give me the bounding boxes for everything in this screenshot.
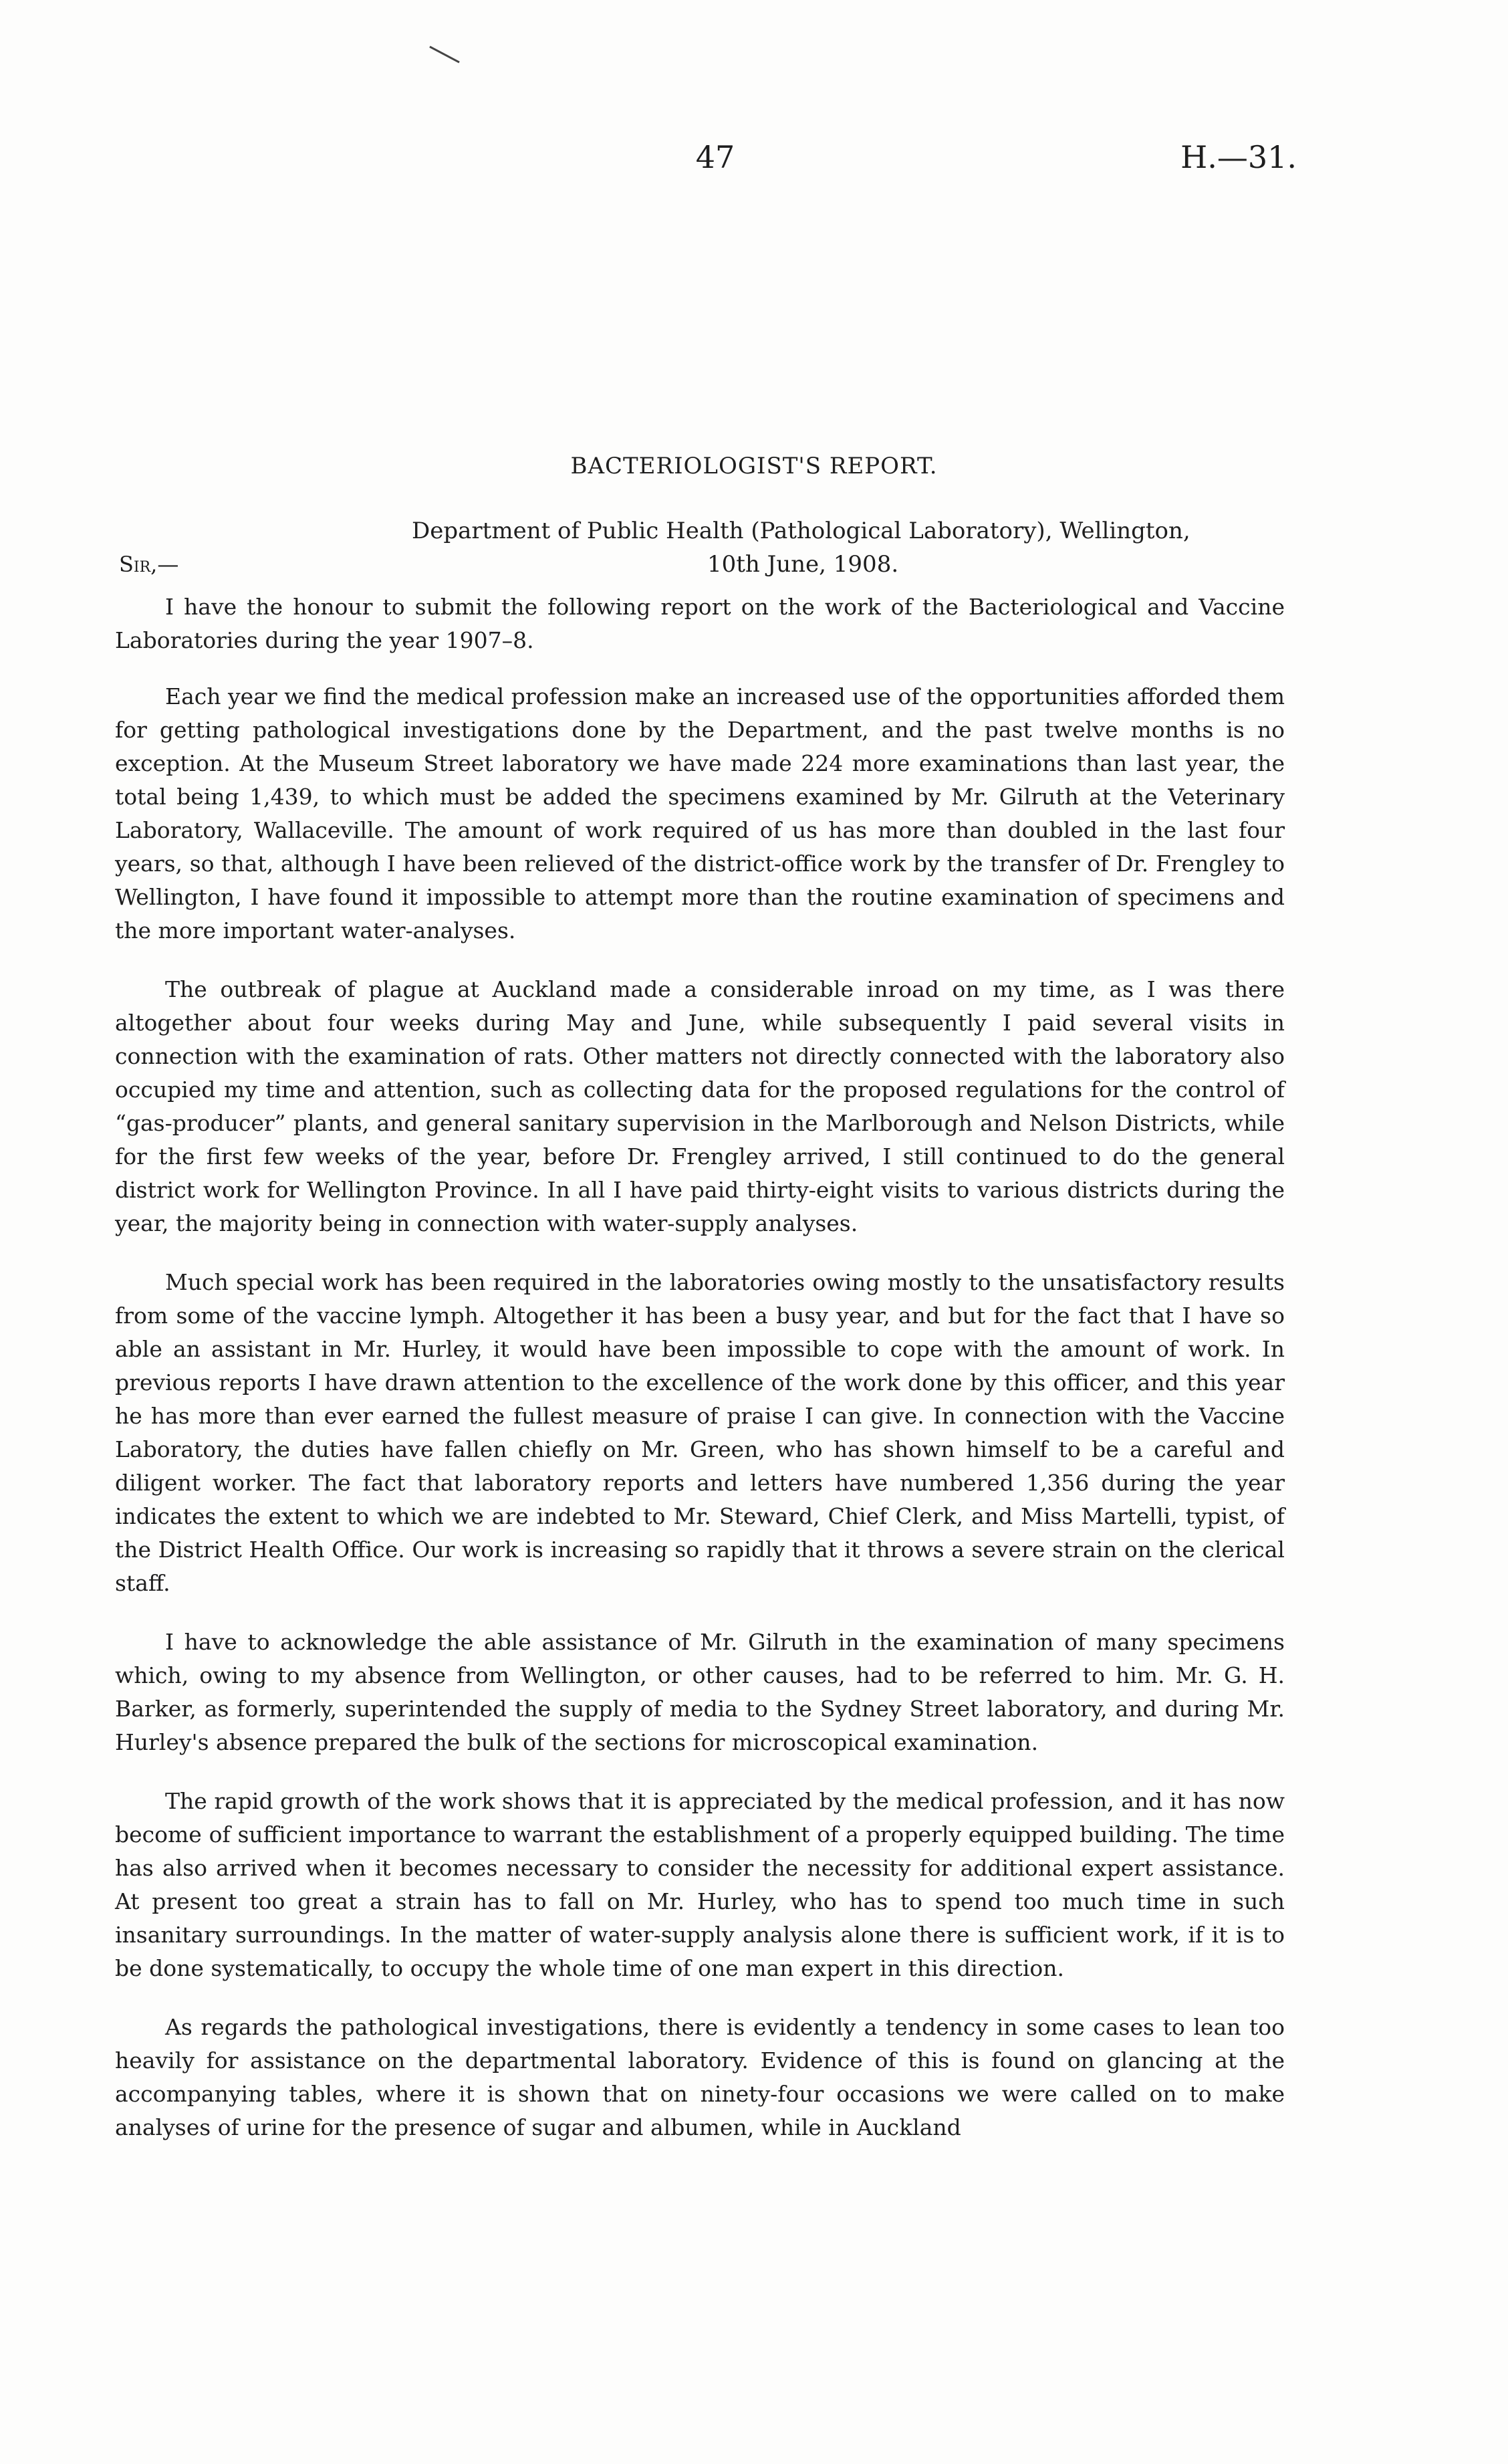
department-line: Department of Public Health (Pathological Laboratory), Wellington, [412,518,1190,544]
page-number: 47 [695,139,735,175]
paragraph: The rapid growth of the work shows that it is appreciated by the medical profession, and it has now become of sufficient importance to warrant the establishment of a properly equipped building. The time has also arrived when it becomes necessary to consider the necessity for additional expert assistance. At present too great a strain has to fall on Mr. Hurley, who has to spend too much time in such insanitary surroundings. In the matter of water-supply analysis alone there is sufficient work, if it is to be done systematically, to occupy the whole time of one man expert in this direction. [115,1788,1285,1981]
paragraph: As regards the pathological investigations, there is evidently a tendency in some cases to lean too heavily for assistance on the departmental laboratory. Evidence of this is found on glancing at the accompanying tables, where it is shown that on ninety-four occasions we were called on to make analyses of urine for the presence of sugar and albumen, while in Auckland [115,2014,1285,2140]
paragraph: I have to acknowledge the able assistance of Mr. Gilruth in the examination of many specimens which, owing to my absence from Wellington, or other causes, had to be referred to him. Mr. G. H. Barker, as formerly, superintended the supply of media to the Sydney Street laboratory, and during Mr. Hurley's absence prepared the bulk of the sections for microscopical examination. [115,1629,1285,1755]
document-code: H.—31. [1180,139,1297,175]
report-date: 10th June, 1908. [707,551,899,578]
paragraph: The outbreak of plague at Auckland made a considerable inroad on my time, as I was there altogether about four weeks during May and June, while subsequently I paid several visits in connection with the examination of rats. Other matters not directly connected with the laboratory also occupied my time and attention, such as collecting data for the proposed regulations for the control of “gas-producer” plants, and general sanitary supervision in the Marlborough and Nelson Districts, while for the first few weeks of the year, before Dr. Frengley arrived, I still continued to do the general district work for Wellington Province. In all I have paid thirty-eight visits to various districts during the year, the majority being in connection with water-supply analyses. [115,976,1285,1236]
stray-ink-mark [429,45,460,63]
report-title: BACTERIOLOGIST'S REPORT. [570,453,938,479]
paragraph: Much special work has been required in the laboratories owing mostly to the unsatisfactory results from some of the vaccine lymph. Altogether it has been a busy year, and but for the fact that I have so able an assistant in Mr. Hurley, it would have been impossible to cope with the amount of work. In previous reports I have drawn attention to the excellence of the work done by this officer, and this year he has more than ever earned the fullest measure of praise I can give. In connection with the Vaccine Laboratory, the duties have fallen chiefly on Mr. Green, who has shown himself to be a careful and diligent worker. The fact that laboratory reports and letters have numbered 1,356 during the year indicates the extent to which we are indebted to Mr. Steward, Chief Clerk, and Miss Martelli, typist, of the District Health Office. Our work is increasing so rapidly that it throws a severe strain on the clerical staff. [115,1269,1285,1596]
salutation: Sir,— [119,552,179,577]
report-body [115,590,1285,2170]
paragraph: Each year we find the medical profession make an increased use of the opportunities afforded them for getting pathological investigations done by the Department, and the past twelve months is no exception. At the Museum Street laboratory we have made 224 more examinations than last year, the total being 1,439, to which must be added the specimens examined by Mr. Gilruth at the Veterinary Laboratory, Wallaceville. The amount of work required of us has more than doubled in the last four years, so that, although I have been relieved of the district-office work by the transfer of Dr. Frengley to Wellington, I have found it impossible to attempt more than the routine examination of specimens and the more important water-analyses. [115,683,1285,943]
paragraph: I have the honour to submit the following report on the work of the Bacteriological and Vaccine Laboratories during the year 1907–8. [115,594,1285,653]
